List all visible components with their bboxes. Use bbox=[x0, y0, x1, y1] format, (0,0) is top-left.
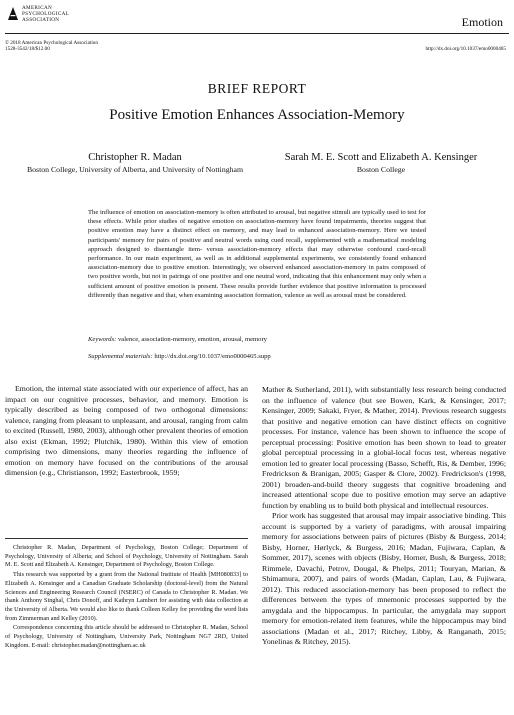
publisher-line: PSYCHOLOGICAL bbox=[22, 11, 70, 17]
doi-link[interactable]: http://dx.doi.org/10.1037/emo0000465 bbox=[425, 46, 506, 52]
author-name: Sarah M. E. Scott and Elizabeth A. Kensinger bbox=[284, 152, 478, 163]
keywords-text: valence, association-memory, emotion, arousal, memory bbox=[117, 336, 267, 343]
issn: 1528-3542/18/$12.00 bbox=[5, 46, 50, 53]
copyright: © 2018 American Psychological Association bbox=[5, 40, 98, 46]
copyright-block bbox=[5, 40, 98, 53]
author-note bbox=[5, 544, 248, 651]
apa-logo bbox=[7, 6, 19, 21]
body-paragraph: Prior work has suggested that arousal may impair associative binding. This account is supported by a variety of paradigms, with arousal impairing memory for associations between pairs of pictures (Bisby & Burgess, 2014; Bisby, Horner, Hørlyck, & Burgess, 2016; Madan, Fujiwara, Caplan, & Sommer, 2017), scenes with objects (Bisby, Horner, Bush, & Burgess, 2018; Rimmele, Davachi, Petrov, Dougal, & Phelps, 2011; Touryan, Marian, & Shimamura, 2007), and pairs of words (Madan, Caplan, Lau, & Fujiwara, 2012). This reduced association-memory has been proposed to reflect the differences between the types of mnemonic processes supported by the amygdala and the hippocampus. In particular, the amygdala may support memory for emotion-related item features, while the hippocampus may bind associations (Madan et al., 2017; Ritchey, Libby, & Ranganath, 2015; Yonelinas & Ritchey, 2015). bbox=[262, 511, 506, 646]
publisher-line: ASSOCIATION bbox=[22, 17, 60, 23]
article-title: Positive Emotion Enhances Association-Memory bbox=[109, 107, 405, 123]
body-paragraph: Emotion, the internal state associated with our experience of affect, has an impact on our cognitive processes, behavior, and memory. Emotion is typically described as being composed of two orthogonal dimensions: valence, ranging from pleasant to unpleasant, and arousal, ranging from calm to excited (Russell, 1980, 2003), although other prevalent theories of emotion also exist (Ekman, 1992; Plutchik, 1980). Within this view of emotion comprising two dimensions, many theories regarding the influence of emotion on memory have focused on the contributions of the arousal dimension (e.g., Christianson, 1992; Easterbrook, 1959; bbox=[5, 384, 248, 477]
footnote: This research was supported by a grant from the National Institute of Health [MH080833] to Elizabeth A. Kensinger and a Canadian Graduate Scholarship (doctoral-level) from the Natural Sciences and Engineering Research Council (NSERC) of Canada to Christopher R. Madan. We thank Anthony Singhal, Chris Donoff, and Kathryn Lambert for assisting with data collection at the University of Alberta. We would also like to thank Colleen Kelley for providing the word lists from Zimmerman and Kelley (2010). bbox=[5, 571, 248, 622]
footnote: Christopher R. Madan, Department of Psychology, Boston College; Department of Psychology, University of Alberta; and School of Psychology, University of Nottingham. Sarah M. E. Scott and Elizabeth A. Kensinger, Department of Psychology, Boston College. bbox=[5, 544, 248, 569]
author-name: Christopher R. Madan bbox=[88, 152, 182, 163]
header-rule bbox=[5, 33, 509, 34]
supplemental bbox=[88, 353, 426, 360]
author-affiliation: Boston College, University of Alberta, and University of Nottingham bbox=[26, 165, 244, 174]
supplemental-link[interactable]: http://dx.doi.org/10.1037/emo0000465.supp bbox=[154, 353, 271, 360]
body-paragraph: Mather & Sutherland, 2011), with substantially less research being conducted on the influence of valence (but see Bowen, Kark, & Kensinger, 2017; Kensinger, 2009; Sakaki, Fryer, & Mather, 2014). Previous research suggests that positive and negative emotion can have distinct effects on cognitive processes. For instance, valence has been shown to influence the scope of perceptual processing: Positive emotion has been shown to lead to greater global perceptual processing in a global-local focus test, whereas negative emotion led to greater local processing (Basso, Schefft, Ris, & Dember, 1996; Fredrickson & Branigan, 2005; Gasper & Clore, 2002). Fredrickson's (1998, 2001) broaden-and-build theory suggests that cognitive broadening and increased attentional scope due to positive emotion may serve an adaptive function by enabling us to build both physical and intellectual resources. bbox=[262, 385, 506, 510]
author-block bbox=[266, 152, 496, 174]
journal-name: Emotion bbox=[461, 15, 503, 29]
supplemental-label: Supplemental materials: bbox=[88, 353, 153, 360]
footnote-rule bbox=[5, 538, 248, 539]
publisher-name bbox=[22, 5, 69, 23]
section-label: BRIEF REPORT bbox=[207, 81, 307, 96]
publisher-line: AMERICAN bbox=[22, 5, 53, 11]
keywords-label: Keywords: bbox=[88, 336, 117, 343]
abstract: The influence of emotion on association-memory is often attributed to arousal, but negative stimuli are typically used to test for these effects. While prior studies of negative emotion on association-memory have found impairments, theories suggest that positive emotion may have a distinct effect on memory, and may lead to enhanced association-memory. Here we tested participants' memory for pairs of positive and neutral words using cued recall, supplemented with a mathematical modeling approach designed to disentangle item- versus association-memory effects that may otherwise confound cued-recall performance. In our main experiment, as well as in additional supplemental experiments, we consistently found enhanced association-memory due to positive emotion. Interestingly, we observed enhanced association-memory in pairs composed of two positive words, but not in pairings of one positive and one neutral word, indicating that this enhancement may only when a sufficient amount of positive emotion is present. These results provide further evidence that positive information is processed differently than negative and that, when examining association formation, valence as well as arousal must be considered. bbox=[88, 209, 426, 299]
author-affiliation: Boston College bbox=[356, 165, 406, 174]
footnote: Correspondence concerning this article should be addressed to Christopher R. Madan, School of Psychology, University of Nottingham, University Park, Nottingham NG7 2RD, United Kingdom. E-mail: christopher.madan@nottingham.ac.uk bbox=[5, 624, 248, 649]
keywords bbox=[88, 336, 426, 343]
body-column-left bbox=[5, 384, 248, 479]
body-column-right bbox=[262, 385, 506, 648]
author-block bbox=[20, 152, 250, 174]
